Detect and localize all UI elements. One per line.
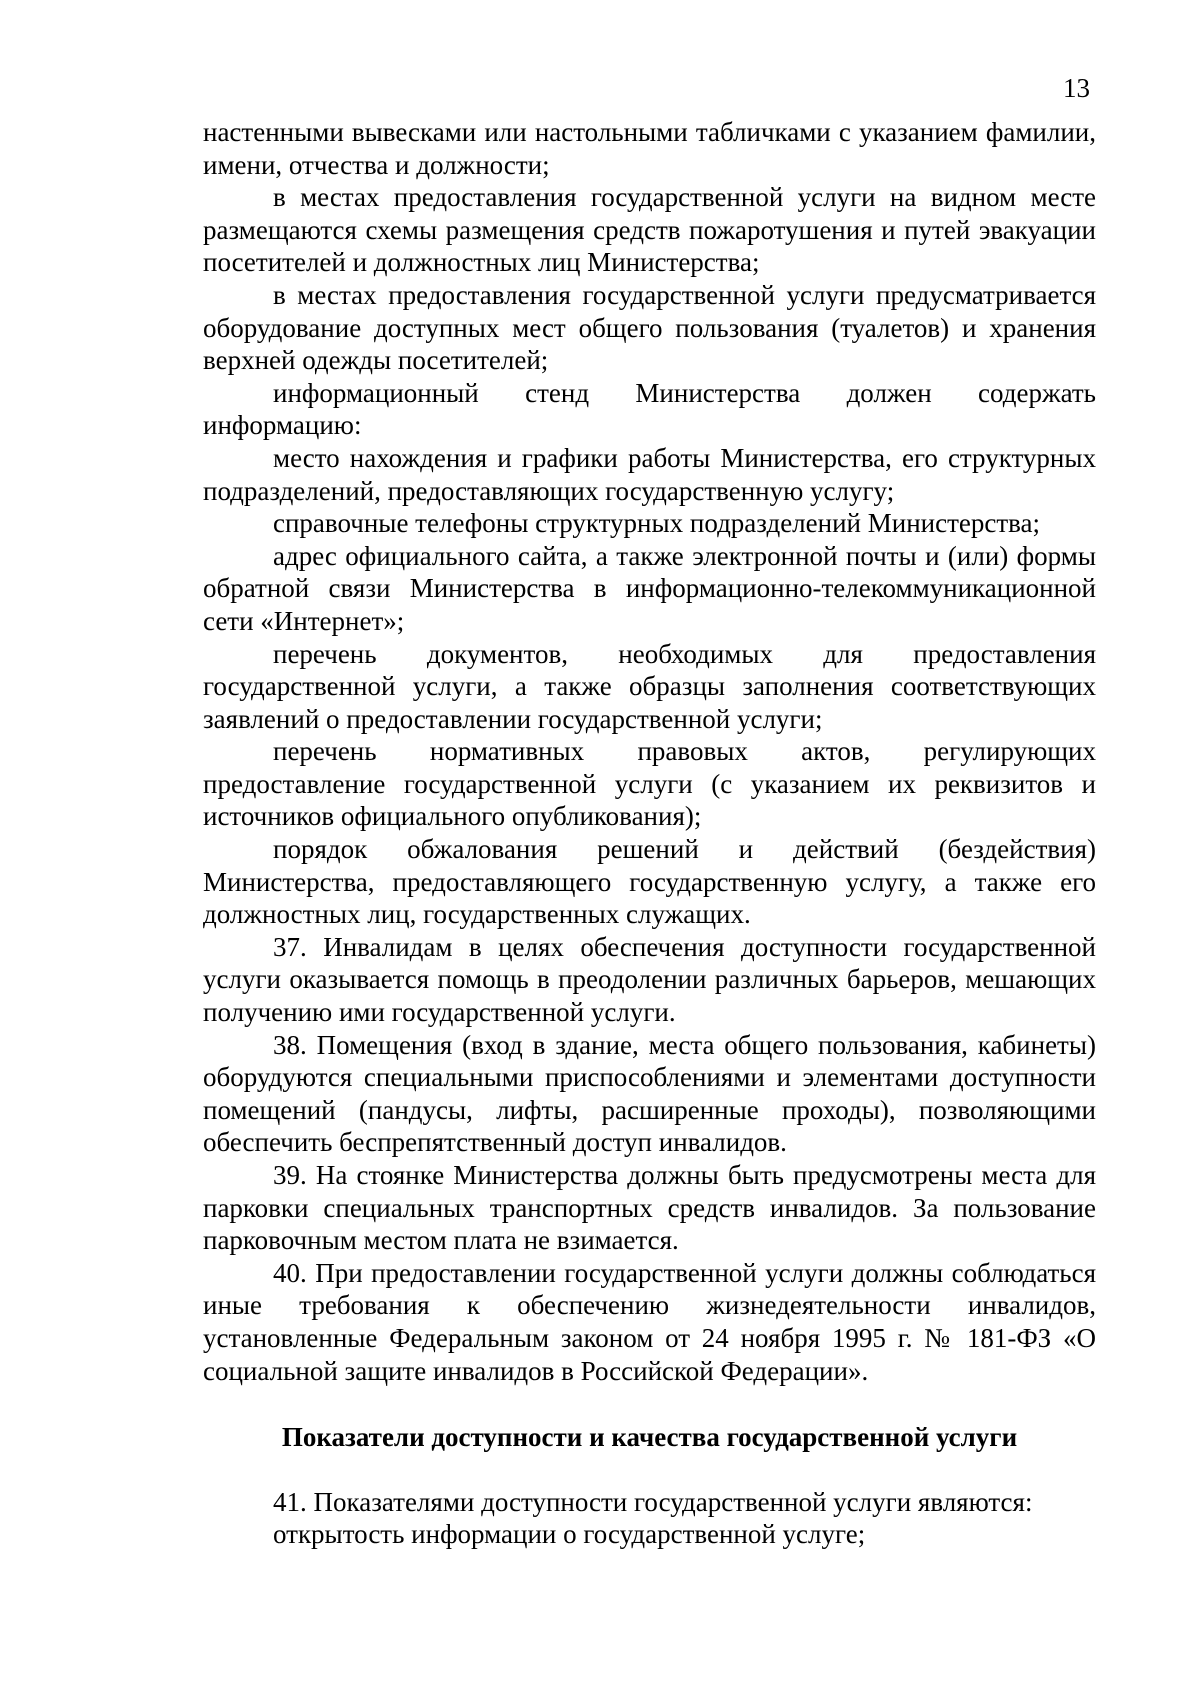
paragraph-40: 40. При предоставлении государственной услуги должны соблюдаться иные требования к обеспечению жизнедеятельности инвалидов, установленные Федеральным законом от 24 ноября 1995 г. № 181-ФЗ «О социальной защите инвалидов в Российской Федерации». xyxy=(203,1257,1096,1386)
paragraph: порядок обжалования решений и действий (бездействия) Министерства, предоставляющего государственную услугу, а также его должностных лиц, государственных служащих. xyxy=(203,834,1096,930)
paragraph: информационный стенд Министерства должен содержать информацию: xyxy=(203,377,1096,441)
paragraph: место нахождения и графики работы Министерства, его структурных подразделений, предоставляющих государственную услугу; xyxy=(203,442,1096,506)
paragraph: настенными вывесками или настольными табличками с указанием фамилии, имени, отчества и должности; xyxy=(203,117,1096,180)
page-number: 13 xyxy=(1063,73,1090,103)
paragraph: открытость информации о государственной услуге; xyxy=(273,1519,866,1550)
paragraph-41: 41. Показателями доступности государственной услуги являются: xyxy=(273,1486,1033,1517)
paragraph-39: 39. На стоянке Министерства должны быть предусмотрены места для парковки специальных транспортных средств инвалидов. За пользование парковочным местом плата не взимается. xyxy=(203,1160,1096,1256)
paragraph: перечень нормативных правовых актов, регулирующих предоставление государственной услуги (с указанием их реквизитов и источников официального опубликования); xyxy=(203,736,1096,832)
paragraph: адрес официального сайта, а также электронной почты и (или) формы обратной связи Министерства в информационно-телекоммуникационной сети «Интернет»; xyxy=(203,540,1096,636)
section-heading: Показатели доступности и качества государственной услуги xyxy=(281,1422,1018,1453)
document-body xyxy=(203,116,1096,1551)
paragraph: перечень документов, необходимых для предоставления государственной услуги, а также образцы заполнения соответствующих заявлений о предоставлении государственной услуги; xyxy=(203,638,1096,734)
paragraph-37: 37. Инвалидам в целях обеспечения доступности государственной услуги оказывается помощь в преодолении различных барьеров, мешающих получению ими государственной услуги. xyxy=(203,931,1096,1028)
paragraph: справочные телефоны структурных подразделений Министерства; xyxy=(273,508,1041,539)
paragraph: в местах предоставления государственной услуги на видном месте размещаются схемы размещения средств пожаротушения и путей эвакуации посетителей и должностных лиц Министерства; xyxy=(203,182,1096,278)
paragraph-38: 38. Помещения (вход в здание, места общего пользования, кабинеты) оборудуются специальными приспособлениями и элементами доступности помещений (пандусы, лифты, расширенные проходы), позволяющими обеспечить беспрепятственный доступ инвалидов. xyxy=(203,1029,1096,1158)
paragraph: в местах предоставления государственной услуги предусматривается оборудование доступных мест общего пользования (туалетов) и хранения верхней одежды посетителей; xyxy=(203,279,1096,376)
